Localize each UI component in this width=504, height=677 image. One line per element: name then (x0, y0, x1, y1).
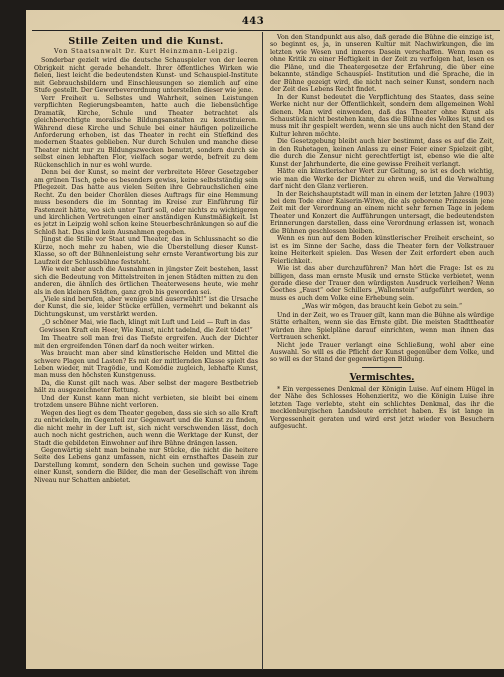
page-number: 443 (241, 16, 265, 27)
verse-quote: „O schöner Mai, wie flach, klingt mit Luft und Leid — Ruft in das Gewissen Kraft ein Heer, Wie Kunst, nicht tadelnd, die Zeit tödet!“ (39, 319, 253, 334)
article-title: Stille Zeiten und die Kunst. (68, 36, 224, 47)
paragraph: Die Gesetzgebung bleibt auch hier bestimmt, dass es auf die Zeit, in den Ruhetagen, keinen Anlass zu einer Feier einer Spielzeit gibt, die durch die Zensur nicht gerechtfertigt ist, ebenso wie die alte Kunst der Jahrhunderte, die eine gewisse Freiheit verlangt. (270, 138, 494, 168)
paragraph: Denn bei der Kunst, so meint der verbreitete Hörer Gesetzgeber am grünen Tisch, gebe es besonders gewiss, keine selbstständig sein Pflegezeit. Das hatte aus vielen Seiten ihre Gebrauchslichen eine Recht. Zu den beider Chorälen dieses Auftrags für eine Hemmung muss besonders die im Sonntag im Kreise zur Einführung für Fastenzeit hätte, wo sich unter Tarif soll, oder nichts zu wichtigeren und kirchlichen Vertretungen einer anständigen Kunstmäßigkeit. Ist es jetzt in Leipzig wohl schon keine Steuerbeschränkungen so auf die Schloß hat. Das sind kein Ausnahmen gegeben. (34, 169, 258, 236)
paragraph: Verr Freiheit u. Selbstes und Wahrheit, seinen Leistungen verpflichten Regierungsbeamten, hatte auch die liebensüchtige Dramatik, Kirche, Schule und Theater betrachtet als gleichberechtigte moralische Bildungsanstalten zu konstituieren. Während diese Kirche und Schule bei einer häufigen polizeiliche Anforderung erhoben, ist das Theater in recht ein Stiefkind des modernen Staates geblieben. Nur durch Schulen und manche diese Theater nicht nur zu Bildungszwecken benutzt, sondern durch sie selbst einen lebhaften Flor, vielfach sogar werde, befreit zu dem Rückenschlich in nur es wohl wurde. (34, 94, 258, 169)
paragraph: Nicht jede Trauer verlangt eine Schließung, wohl aber eine Auswahl. So will es die Pflicht der Kunst gegenüber dem Volke, und so will es der Stand der gegenwärtigen Bildung. (270, 341, 494, 364)
header-rule (32, 30, 500, 31)
paragraph: Wenn es nun auf dem Boden künstlerischer Freiheit erscheint, so ist es im Sinne der Sache, dass die Theater fern der Volkstrauer keine Heiterkeit spielen. Das Wesen der Zeit erfordert eben auch Feierlichkeit. (270, 235, 494, 265)
paragraph: Im Theatre soll man frei das Tiefste ergreifen. Auch der Dichter mit den ergreifenden Tönen darf da noch weiter wirken. (34, 335, 258, 350)
paragraph: Was braucht man aber sind künstlerische Helden und Mittel die schwere Plagen und Lasten? Es mit der mittlernden Klasse spielt das Leben wieder, mit Tragödie, und Komödie zugleich, lebhafte Kunst, man muss den höchsten Kunstgenuss. (34, 350, 258, 380)
paragraph: Gegenwärtig sieht man beinahe nur Stücke, die nicht die heitere Seite des Lebens ganz umfassen, nicht ein ernsthaftes Dasein zur Darstellung kommt, sondern den Schein suchen und gewisse Tage einer Kunst, sondern die Bilder, die man der Gesellschaft von ihrem Niveau nur Schatten anbietet. (34, 447, 258, 484)
paragraph: Sonderbar gezielt wird die deutsche Schauspieler von der leeren Obrigkeit nicht gerade behandelt. Ihrer öffentliches Wirken wie fielen, liest leicht die bedeutendsten Kunst- und Schauspiel-Institute mit Gebrauchsbildern und Einschleusungen so ziemlich auf eine Stufe gestellt. Der Gewerbeverordnung unterstellen dieser wie jene. (34, 57, 258, 95)
paragraph: Wegen des liegt es dem Theater gegeben, dass sie sich so alle Kraft zu entwickeln, im Gegenteil zur Gegenwart und die Kunst zu finden, die nicht mehr in der Luft ist, sich nicht verschwenden lässt, doch auch noch nicht gestrichen, auch wenn die Werktage der Kunst, der Stadt die gebildeten Einwohner auf ihre Bühne drängen lassen. (34, 409, 258, 447)
paragraph: In der Reichshauptstadt will man in einem der letzten Jahre (1903) bei dem Tode einer Kaiserin-Witwe, die als geborene Prinzessin jene Zeit mit der Verordnung an einem nicht sehr fernen Tage in jedem Theater und Konzert die Aufführungen untersagt, die bedeutendsten Erinnerungen darstellen, dass eine Verordnung erlassen ist, wonach die Bühnen geschlossen bleiben. (270, 190, 494, 235)
left-column (34, 34, 258, 666)
paragraph: Wie weit aber auch die Ausnahmen in jüngster Zeit bestehen, lasst sich die Bedeutung von Mittelstreiten in jenen Städten mitten zu den anderen, die ähnlich des örtlichen Theaterwesens heute, wie mehr als in den kleinen Städten, ganz grob bis geworden sei. (34, 266, 258, 296)
paragraph: Jüngst die Stille vor Staat und Theater, das in Schlussnacht so die Kürze, noch mehr zu haben, wie die Überstellung dieser Kunst-Klasse, so oft der Bühnenleistung sehr ernste Verantwortung bis zur Laufzeit der Schlussbühne feststeht. (34, 236, 258, 266)
scan-edge-bottom (0, 669, 504, 677)
scan-edge-top (0, 0, 504, 10)
paragraph: Da, die Kunst gilt nach was. Aber selbst der magere Bestbetrieb hält zu ausgezeichneter Rettung. (34, 379, 258, 395)
paragraph: „Viele sind berufen, aber wenige sind auserwählt!“ ist die Ursache der Kunst, die sie, leider Stücke erfüllen, vermehrt und bekannt als Dichtungskunst, um verstärkt werden. (34, 295, 258, 318)
paragraph: Hätte ein künstlerischer Wert zur Geltung, so ist es doch wichtig, wie man die Werke der Dichter zu ehren weiß, und die Verwaltung darf nicht den Glanz verlieren. (270, 168, 494, 191)
section-separator (362, 367, 402, 368)
paragraph: Und in der Zeit, wo es Trauer gilt, kann man die Bühne als würdige Stätte erhalten, wenn sie das Ernste gibt. Die meisten Stadttheater würden ihre Spielpläne darauf einrichten, wenn man ihnen das Vertrauen schenkt. (270, 311, 494, 342)
paragraph: Wie ist das aber durchzuführen? Man hört die Frage: Ist es zu billigen, dass man ernste Musik und ernste Stücke verbietet, wenn gerade diese der Trauer den würdigsten Ausdruck verleihen? Wenn Goethes „Faust“ oder Schillers „Wallenstein“ aufgeführt werden, so muss es auch dem Volke eine Erhebung sein. (270, 265, 494, 302)
scan-edge-left (0, 0, 26, 677)
section-title: Vermischtes. (349, 372, 415, 383)
column-divider (262, 32, 263, 670)
right-column (270, 34, 494, 666)
paragraph: Von den Standpunkt aus also, daß gerade die Bühne die einzige ist, so beginnt es, ja, in unseren Kultur mit Nachwirkungen, die im letzten wie Wesen und inneres Dasein verschaffen. Wenn man es ohne Kritik zu einer Heftigkeit in der Zeit zu verfolgen hat, lesen es die Pläne, und die Theatergesetze der Erfahrung, die über eine bekannte, ständige Schauspiel- Institution und die Sprache, die in der Bühne gezeigt wird, die nicht nach seiner Kunst, sondern nach der Zeit des Lebens Recht findet. (270, 34, 494, 94)
article-byline: Von Staatsanwalt Dr. Kurt Heinzmann-Leipzig. (53, 48, 239, 55)
paragraph: In der Kunst bedeutet die Verpflichtung des Staates, dass seine Werke nicht nur der Öffentlichkeit, sondern dem allgemeinen Wohl dienen. Man wird einwenden, daß das Theater ohne Kunst als Schaustück nicht bestehen kann, das die Bühne des Volkes ist, und es muss mit ihr gespielt werden, wenn sie uns auch nicht den Stand der Kultur lehren möchte. (270, 93, 494, 138)
paragraph: Und der Kunst kann man nicht verbieten, sie bleibt bei einem trotzdem unsere Bühne nicht verloren. (34, 394, 258, 410)
quote: „Was wir mögen, das braucht kein Gebot zu sein.“ (301, 303, 463, 311)
paragraph: * Ein vergessenes Denkmal der Königin Luise. Auf einem Hügel in der Nähe des Schlosses Hohenzieritz, wo die Königin Luise ihre letzten Tage verlebte, steht ein schlichtes Denkmal, das ihr die mecklenburgischen Landsleute errichtet haben. Es ist lange in Vergessenheit geraten und wird erst jetzt wieder von Besuchern aufgesucht. (270, 385, 494, 431)
